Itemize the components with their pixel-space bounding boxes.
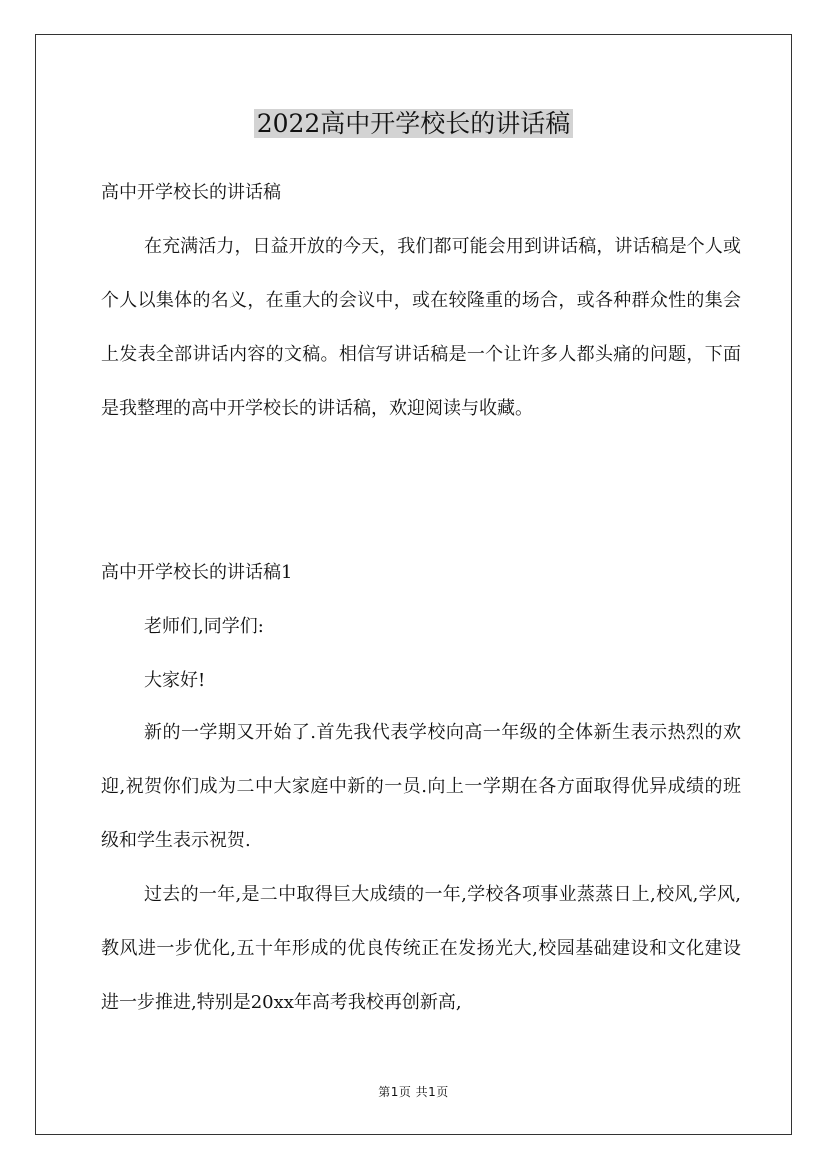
greeting-teachers-students: 老师们,同学们: — [144, 616, 264, 637]
body-paragraph-1: 新的一学期又开始了.首先我代表学校向高一年级的全体新生表示热烈的欢迎,祝贺你们成为二中大家庭中新的一员.向上一学期在各方面取得优异成绩的班级和学生表示祝贺. — [101, 722, 741, 851]
page-footer: 第1页 共1页 — [378, 1085, 449, 1099]
document-title — [0, 104, 827, 144]
body-paragraph-2: 过去的一年,是二中取得巨大成绩的一年,学校各项事业蒸蒸日上,校风,学风,教风进一步优化,五十年形成的优良传统正在发扬光大,校园基础建设和文化建设进一步推进,特别是20xx年高考我校再创新高, — [101, 884, 741, 1013]
subtitle: 高中开学校长的讲话稿 — [101, 182, 281, 203]
greeting-hello: 大家好! — [144, 670, 206, 691]
document-title-text: 2022高中开学校长的讲话稿 — [254, 109, 574, 138]
intro-paragraph: 在充满活力，日益开放的今天，我们都可能会用到讲话稿，讲话稿是个人或个人以集体的名义，在重大的会议中，或在较隆重的场合，或各种群众性的集会上发表全部讲话内容的文稿。相信写讲话稿是一个让许多人都头痛的问题，下面是我整理的高中开学校长的讲话稿，欢迎阅读与收藏。 — [101, 236, 741, 419]
section-heading: 高中开学校长的讲话稿1 — [101, 562, 293, 583]
